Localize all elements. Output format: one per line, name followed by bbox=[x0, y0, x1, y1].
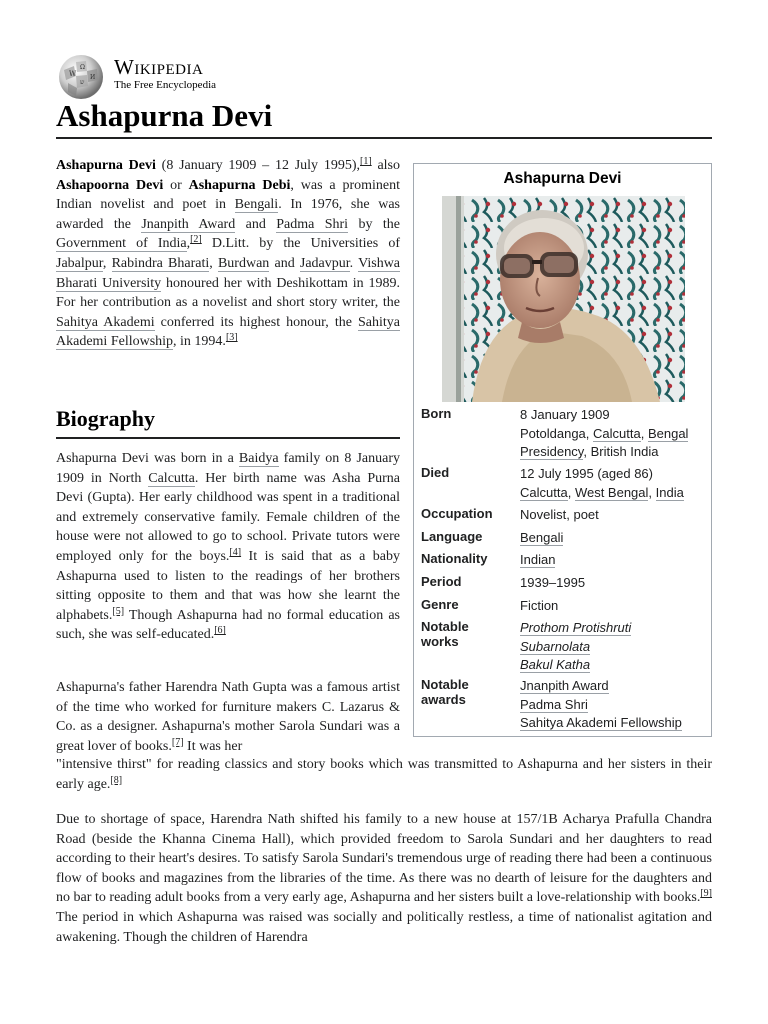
link-west-bengal[interactable]: West Bengal bbox=[574, 484, 649, 500]
link-calcutta[interactable]: Calcutta bbox=[520, 484, 568, 500]
link-sahitya-akademi-fellowship[interactable]: Sahitya Akademi Fellowship bbox=[56, 314, 400, 350]
infobox-label: Died bbox=[421, 465, 450, 480]
infobox-value-genre: Fiction bbox=[520, 598, 559, 613]
link-jnanpith-award[interactable]: Jnanpith Award bbox=[520, 678, 609, 693]
infobox-value-language bbox=[520, 529, 706, 548]
infobox-label: Genre bbox=[421, 597, 459, 612]
link-jadavpur[interactable]: Jadavpur bbox=[299, 255, 350, 271]
link-subarnolata[interactable]: Subarnolata bbox=[520, 638, 591, 654]
infobox-label: Notable works bbox=[421, 619, 469, 649]
born-place-line bbox=[520, 425, 706, 444]
intro-text: , bbox=[186, 236, 191, 252]
link-bengali-language[interactable]: Bengali bbox=[520, 530, 564, 545]
infobox-value-born bbox=[520, 406, 706, 462]
infobox-title: Ashapurna Devi bbox=[503, 170, 622, 187]
infobox-label: Born bbox=[421, 406, 452, 421]
intro-text: and bbox=[235, 216, 277, 232]
died-place-text: , bbox=[567, 484, 575, 500]
svg-text:Ω: Ω bbox=[80, 64, 85, 71]
link-rabindra-bharati[interactable]: Rabindra Bharati bbox=[111, 255, 210, 271]
wikipedia-puzzle-globe-icon[interactable] bbox=[56, 52, 106, 102]
born-place-text: , British India bbox=[583, 444, 659, 459]
infobox-label: Period bbox=[421, 574, 462, 589]
biography-paragraph-1 bbox=[56, 449, 400, 645]
bio-text: family on 8 January 1909 in North bbox=[56, 451, 400, 486]
citation-9[interactable]: [9] bbox=[700, 888, 712, 900]
link-prothom-protishruti[interactable]: Prothom Protishruti bbox=[520, 620, 632, 635]
alt-name-2: Ashapurna Debi bbox=[188, 177, 291, 193]
intro-text: . bbox=[349, 255, 359, 271]
link-burdwan[interactable]: Burdwan bbox=[217, 255, 270, 271]
svg-text:W: W bbox=[69, 70, 77, 78]
subject-name: Ashapurna Devi bbox=[56, 158, 156, 173]
infobox bbox=[413, 163, 712, 737]
born-place-line bbox=[520, 443, 706, 462]
born-date: 8 January 1909 bbox=[520, 407, 610, 422]
infobox-value-occupation: Novelist, poet bbox=[520, 507, 599, 522]
born-place-text: Potoldanga, bbox=[520, 425, 594, 441]
biography-paragraph-3 bbox=[56, 810, 712, 947]
intro-text: , bbox=[209, 255, 218, 271]
bio-text: Though Ashapurna had no formal education as such, she was self-educated. bbox=[56, 607, 400, 643]
intro-text: , bbox=[102, 255, 112, 271]
died-place-line bbox=[520, 484, 706, 503]
link-calcutta[interactable]: Calcutta bbox=[148, 470, 195, 486]
link-baidya[interactable]: Baidya bbox=[238, 451, 279, 466]
wikipedia-wordmark[interactable] bbox=[114, 56, 216, 91]
biography-paragraph-2 bbox=[56, 678, 400, 756]
bio-text: It was her bbox=[183, 738, 243, 754]
intro-text: by the bbox=[348, 216, 400, 232]
intro-text: D.Litt. by the Universities of bbox=[201, 236, 400, 252]
citation-5[interactable]: [5] bbox=[112, 605, 125, 617]
citation-7[interactable]: [7] bbox=[171, 736, 184, 748]
link-government-of-india[interactable]: Government of India bbox=[56, 236, 187, 252]
intro-paragraph bbox=[56, 156, 400, 352]
link-calcutta[interactable]: Calcutta bbox=[593, 425, 641, 441]
section-heading-biography: Biography bbox=[56, 404, 400, 439]
link-padma-shri[interactable]: Padma Shri bbox=[520, 696, 588, 712]
link-jnanpith-award[interactable]: Jnanpith Award bbox=[141, 216, 236, 232]
wordmark-title: Wikipedia bbox=[114, 55, 204, 79]
citation-4[interactable]: [4] bbox=[229, 546, 242, 558]
page-title: Ashapurna Devi bbox=[56, 96, 712, 139]
intro-text: . In 1976, she was awarded the bbox=[56, 197, 400, 232]
portrait-photo[interactable] bbox=[442, 196, 685, 402]
bio-text: . Her birth name was Asha Purna Devi (Gupta). Her early childhood was spent in a traditional and extremely conservative family. Female children of the house were not allowed to go to school. Private tutors were employed only for the boys. bbox=[56, 470, 400, 564]
born-place-text: , bbox=[640, 425, 648, 441]
infobox-label: Notable awards bbox=[421, 677, 469, 707]
intro-text: or bbox=[163, 177, 189, 193]
bio-text: Ashapurna Devi was born in a bbox=[56, 451, 239, 466]
link-sahitya-akademi[interactable]: Sahitya Akademi bbox=[56, 314, 155, 330]
link-vishwa-bharati-university[interactable]: Vishwa Bharati University bbox=[56, 255, 401, 291]
link-bengal-presidency[interactable]: Bengal bbox=[647, 425, 689, 441]
bio-text: "intensive thirst" for reading classics and story books which was transmitted to Ashapurna and her sisters in their early age. bbox=[56, 757, 712, 792]
intro-text: , in 1994. bbox=[173, 334, 226, 350]
bio-text: The period in which Ashapurna was raised was socially and politically restless, a time of nationalist agitation and awakening. Though the children of Harendra bbox=[56, 909, 712, 945]
infobox-label: Occupation bbox=[421, 506, 493, 521]
alt-name-1: Ashapoorna Devi bbox=[56, 177, 164, 193]
intro-text: conferred its highest honour, the bbox=[154, 314, 358, 330]
citation-1[interactable]: [1] bbox=[360, 156, 372, 167]
intro-text: and bbox=[269, 255, 300, 271]
infobox-label: Nationality bbox=[421, 551, 488, 566]
citation-6[interactable]: [6] bbox=[214, 625, 226, 637]
citation-8[interactable]: [8] bbox=[110, 774, 123, 786]
svg-text:И: И bbox=[90, 74, 96, 81]
infobox-value-notable-works bbox=[520, 619, 706, 675]
link-sahitya-akademi-fellowship[interactable]: Sahitya Akademi Fellowship bbox=[520, 715, 682, 730]
died-date: 12 July 1995 (aged 86) bbox=[520, 466, 653, 481]
intro-text: honoured her with Deshikottam in 1989. For her contribution as a novelist and short story writer, the bbox=[56, 275, 401, 311]
link-bengali[interactable]: Bengali bbox=[234, 197, 279, 213]
bio-text: Ashapurna's father Harendra Nath Gupta was a famous artist of the time who worked for furniture makers C. Lazarus & Co. as a designer. Ashapurna's mother Sarola Sundari was a great lover of books. bbox=[56, 680, 400, 754]
biography-paragraph-2-continued bbox=[56, 755, 712, 794]
link-india[interactable]: India bbox=[655, 484, 684, 500]
intro-text: also bbox=[371, 158, 400, 173]
intro-text: , was a prominent Indian novelist and poet in bbox=[56, 177, 400, 213]
svg-text:ש: ש bbox=[80, 79, 85, 86]
intro-text: (8 January 1909 – 12 July 1995), bbox=[155, 158, 360, 173]
link-bakul-katha[interactable]: Bakul Katha bbox=[520, 657, 591, 672]
link-jabalpur[interactable]: Jabalpur bbox=[56, 255, 103, 271]
died-place-text: , bbox=[648, 484, 656, 500]
link-bengal-presidency[interactable]: Presidency bbox=[520, 444, 584, 459]
infobox-value-nationality bbox=[520, 551, 706, 570]
link-padma-shri[interactable]: Padma Shri bbox=[276, 216, 349, 232]
citation-3[interactable]: [3] bbox=[225, 332, 238, 344]
bio-text: It is said that as a baby Ashapurna used to listen to the readings of her brothers sitting opposite to them and that was how she learnt the alphabets. bbox=[56, 548, 400, 623]
infobox-value-notable-awards bbox=[520, 677, 706, 733]
infobox-value-died bbox=[520, 465, 706, 502]
infobox-label: Language bbox=[421, 529, 483, 544]
bio-text: Due to shortage of space, Harendra Nath shifted his family to a new house at 157/1B Acharya Prafulla Chandra Road (beside the Khanna Cinema Hall), which provided freedom to Sarola Sundari and her daughters to read according to their heart's desires. To satisfy Sarola Sundari's tremendous urge of reading there had been a continuous flow of books and magazines from the libraries of the time. As there was no dearth of leisure for the daughters and no bar to reading adult books from a very early age, Ashapurna and her sisters built a love-relationship with books. bbox=[56, 812, 712, 906]
link-indian[interactable]: Indian bbox=[520, 552, 556, 567]
wordmark-tagline: The Free Encyclopedia bbox=[114, 79, 217, 91]
infobox-value-period: 1939–1995 bbox=[520, 575, 586, 590]
citation-2[interactable]: [2] bbox=[190, 234, 202, 246]
